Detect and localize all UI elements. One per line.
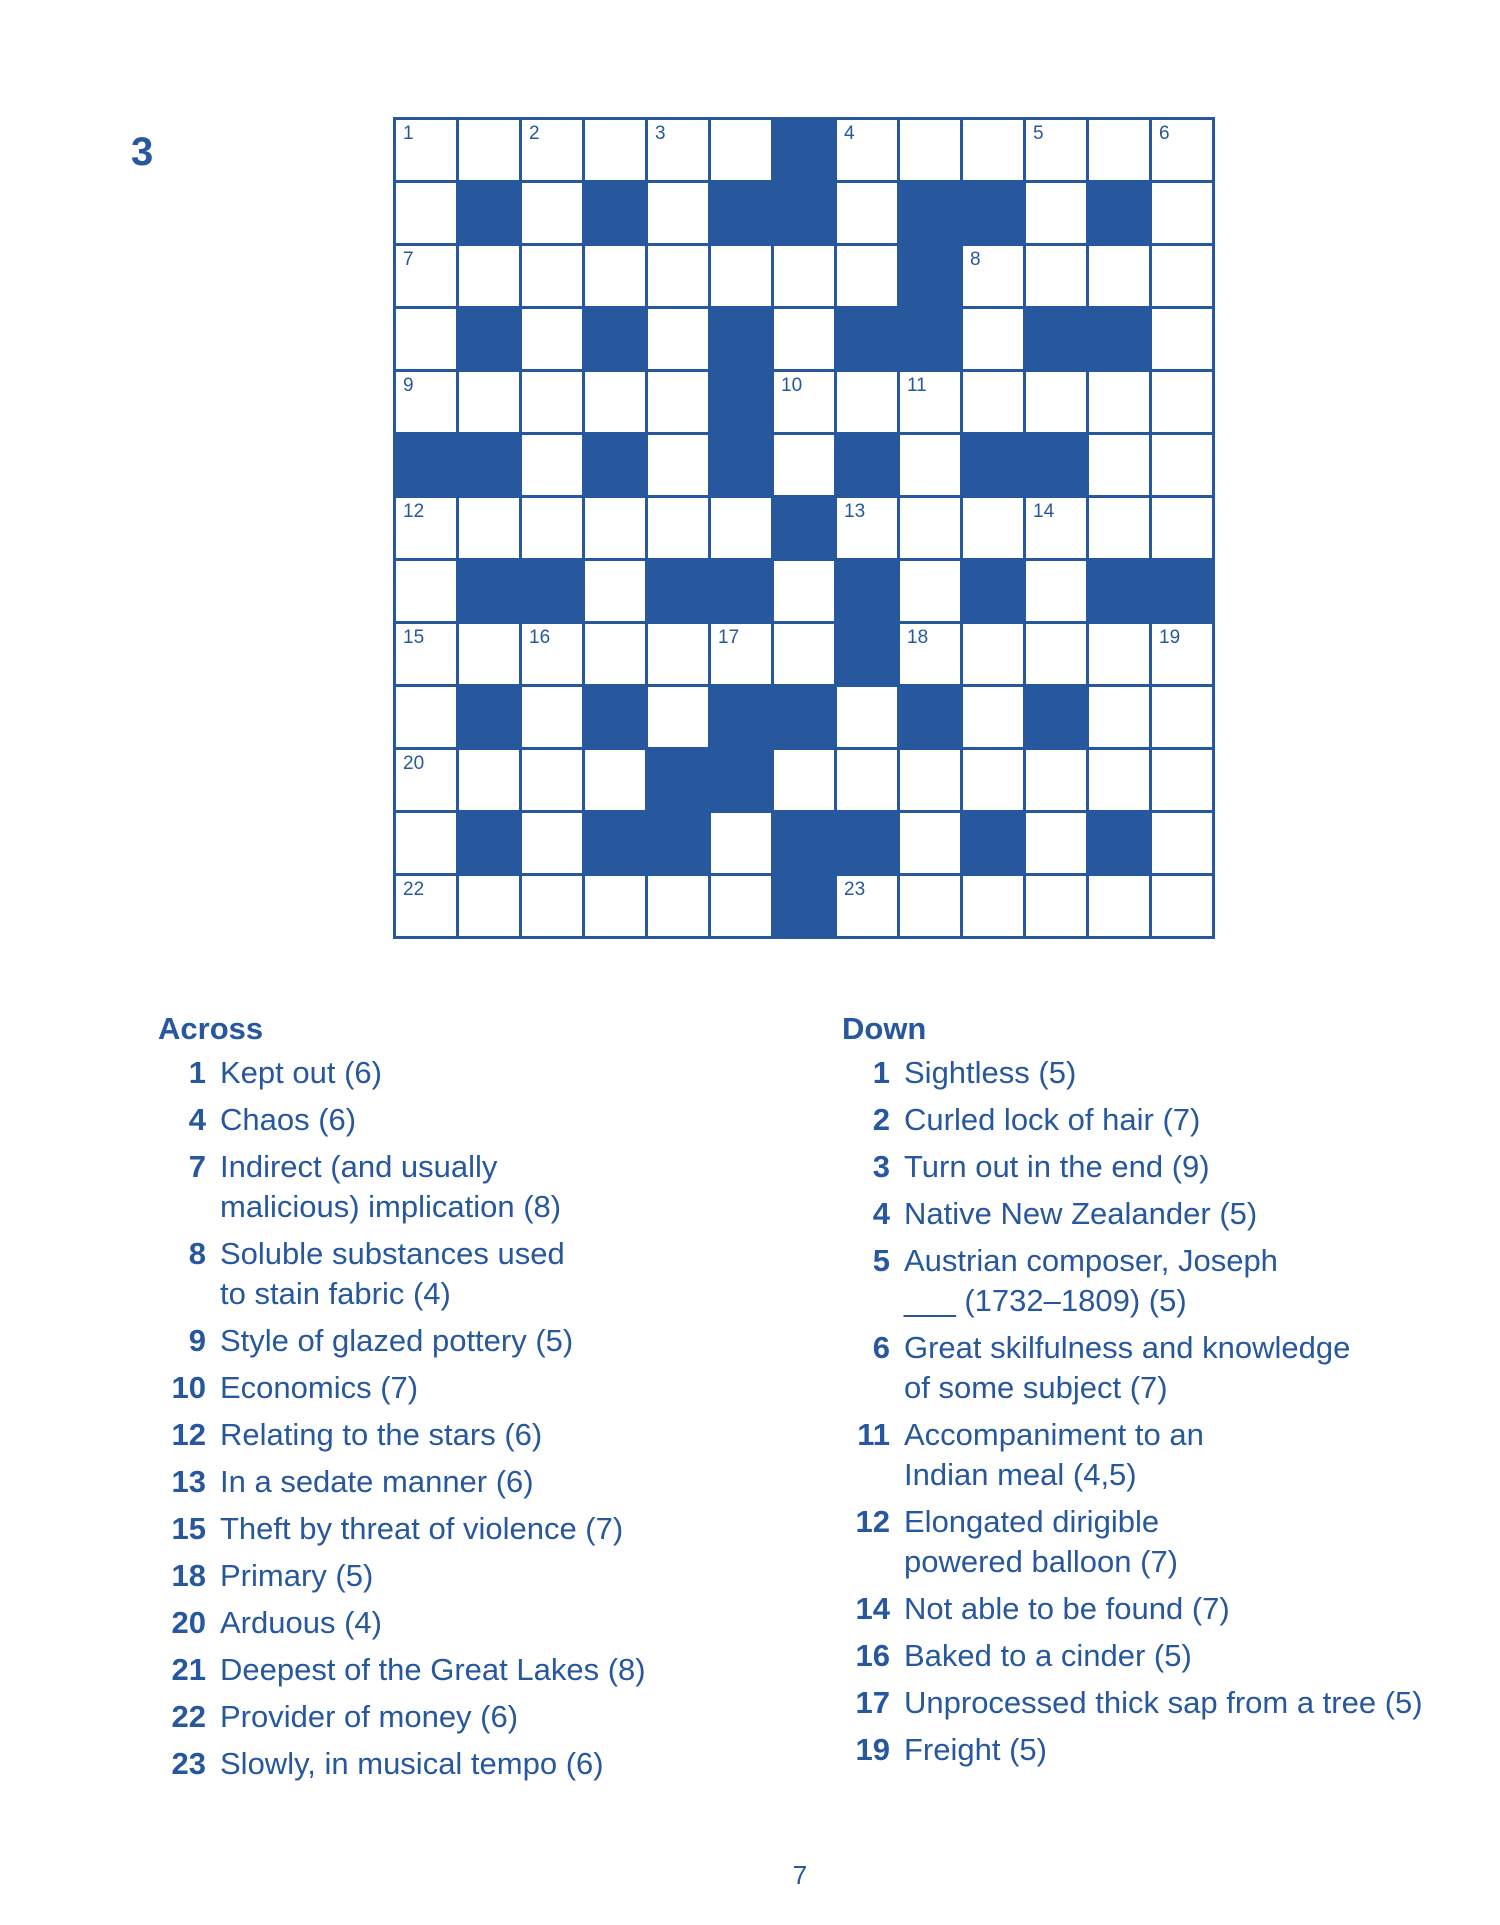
clue-text: Freight (5) [904, 1732, 1047, 1768]
grid-cell[interactable] [1026, 183, 1086, 243]
across-clue [158, 1744, 798, 1784]
clue-text: Sightless (5) [904, 1055, 1077, 1091]
grid-cell[interactable] [837, 183, 897, 243]
grid-cell[interactable] [774, 435, 834, 495]
black-cell [900, 687, 960, 747]
cell-number: 4 [844, 123, 855, 144]
black-cell [774, 687, 834, 747]
grid-cell[interactable] [1026, 876, 1086, 936]
grid-cell[interactable] [648, 876, 708, 936]
black-cell [774, 876, 834, 936]
grid-cell[interactable] [648, 687, 708, 747]
cell-number: 9 [403, 375, 414, 396]
clue-text: Curled lock of hair (7) [904, 1102, 1201, 1138]
black-cell [963, 435, 1023, 495]
clue-text: Theft by threat of violence (7) [220, 1511, 624, 1547]
grid-cell[interactable] [1089, 120, 1149, 180]
clue-text: Chaos (6) [220, 1102, 357, 1138]
black-cell [900, 183, 960, 243]
grid-cell[interactable] [459, 750, 519, 810]
across-clue [158, 1556, 798, 1596]
grid-cell[interactable] [900, 750, 960, 810]
across-clue-list [158, 1053, 798, 1784]
grid-cell[interactable] [648, 624, 708, 684]
puzzle-number: 3 [131, 130, 154, 174]
grid-cell[interactable] [774, 372, 834, 432]
grid-cell[interactable] [459, 372, 519, 432]
clue-number: 16 [855, 1638, 890, 1674]
grid-cell[interactable] [585, 624, 645, 684]
clue-text: Baked to a cinder (5) [904, 1638, 1192, 1674]
clue-text: Arduous (4) [220, 1605, 382, 1641]
grid-cell[interactable] [963, 624, 1023, 684]
grid-cell[interactable] [648, 120, 708, 180]
grid-cell[interactable] [396, 561, 456, 621]
black-cell [837, 813, 897, 873]
page-number: 7 [792, 1860, 808, 1890]
clue-number: 7 [188, 1149, 206, 1185]
black-cell [1089, 309, 1149, 369]
grid-cell[interactable] [1026, 372, 1086, 432]
clue-number: 21 [171, 1652, 206, 1688]
grid-cell[interactable] [837, 246, 897, 306]
black-cell [711, 183, 771, 243]
grid-cell[interactable] [711, 813, 771, 873]
cell-number: 8 [970, 249, 981, 270]
grid-cell[interactable] [396, 183, 456, 243]
grid-cell[interactable] [585, 876, 645, 936]
grid-cell[interactable] [1089, 372, 1149, 432]
cell-number: 15 [403, 627, 425, 648]
grid-cell[interactable] [1026, 498, 1086, 558]
grid-cell[interactable] [711, 120, 771, 180]
down-clue [842, 1147, 1482, 1187]
black-cell [900, 309, 960, 369]
clue-text: Great skilfulness and knowledge of some subject (7) [904, 1330, 1351, 1406]
grid-cell[interactable] [900, 435, 960, 495]
across-clue [158, 1509, 798, 1549]
black-cell [585, 813, 645, 873]
grid-cell[interactable] [963, 309, 1023, 369]
grid-cell[interactable] [1026, 561, 1086, 621]
clue-text: Provider of money (6) [220, 1699, 519, 1735]
down-clue [842, 1194, 1482, 1234]
clue-number: 10 [171, 1370, 206, 1406]
grid-cell[interactable] [585, 498, 645, 558]
clue-number: 12 [171, 1417, 206, 1453]
cell-number: 10 [781, 375, 803, 396]
clue-number: 18 [171, 1558, 206, 1594]
grid-cell[interactable] [1026, 813, 1086, 873]
grid-cell[interactable] [1152, 246, 1212, 306]
grid-cell[interactable] [837, 687, 897, 747]
grid-cell[interactable] [522, 876, 582, 936]
black-cell [963, 561, 1023, 621]
across-clue [158, 1234, 798, 1314]
black-cell [585, 435, 645, 495]
clue-number: 6 [872, 1330, 890, 1366]
clue-number: 22 [171, 1699, 206, 1735]
grid-cell[interactable] [396, 687, 456, 747]
black-cell [711, 435, 771, 495]
cell-number: 19 [1159, 627, 1181, 648]
grid-cell[interactable] [900, 498, 960, 558]
black-cell [585, 183, 645, 243]
clue-text: Soluble substances used to stain fabric (4) [220, 1236, 565, 1312]
clue-number: 5 [872, 1243, 890, 1279]
across-clue [158, 1462, 798, 1502]
clue-number: 3 [872, 1149, 890, 1185]
black-cell [648, 813, 708, 873]
clue-text: Austrian composer, Joseph ___ (1732–1809) (5) [904, 1243, 1278, 1319]
black-cell [774, 813, 834, 873]
black-cell [774, 498, 834, 558]
grid-cell[interactable] [1152, 876, 1212, 936]
clue-text: Turn out in the end (9) [904, 1149, 1210, 1185]
clue-number: 20 [171, 1605, 206, 1641]
black-cell [459, 813, 519, 873]
black-cell [837, 309, 897, 369]
cell-number: 17 [718, 627, 740, 648]
grid-cell[interactable] [1152, 372, 1212, 432]
grid-cell[interactable] [1026, 120, 1086, 180]
black-cell [774, 183, 834, 243]
black-cell [963, 813, 1023, 873]
black-cell [1026, 309, 1086, 369]
grid-cell[interactable] [522, 624, 582, 684]
down-clues [842, 1010, 1482, 1777]
grid-cell[interactable] [522, 750, 582, 810]
grid-cell[interactable] [711, 876, 771, 936]
grid-cell[interactable] [585, 372, 645, 432]
grid-cell[interactable] [522, 372, 582, 432]
grid-cell[interactable] [1152, 813, 1212, 873]
grid-cell[interactable] [522, 246, 582, 306]
grid-cell[interactable] [1089, 498, 1149, 558]
across-clues [158, 1010, 798, 1791]
grid-cell[interactable] [648, 435, 708, 495]
grid-cell[interactable] [1152, 309, 1212, 369]
clue-text: In a sedate manner (6) [220, 1464, 534, 1500]
grid-cell[interactable] [1089, 246, 1149, 306]
grid-cell[interactable] [1026, 624, 1086, 684]
across-clue [158, 1415, 798, 1455]
across-clue [158, 1697, 798, 1737]
clue-text: Elongated dirigible powered balloon (7) [904, 1504, 1179, 1580]
grid-cell[interactable] [837, 750, 897, 810]
cell-number: 12 [403, 501, 425, 522]
black-cell [711, 309, 771, 369]
grid-cell[interactable] [459, 120, 519, 180]
black-cell [1089, 183, 1149, 243]
grid-cell[interactable] [1152, 687, 1212, 747]
grid-cell[interactable] [963, 498, 1023, 558]
black-cell [837, 624, 897, 684]
grid-cell[interactable] [900, 561, 960, 621]
grid-cell[interactable] [522, 183, 582, 243]
grid-cell[interactable] [585, 246, 645, 306]
grid-cell[interactable] [522, 309, 582, 369]
grid-cell[interactable] [837, 498, 897, 558]
grid-cell[interactable] [900, 624, 960, 684]
cell-number: 6 [1159, 123, 1170, 144]
black-cell [1089, 561, 1149, 621]
down-clue [842, 1415, 1482, 1495]
black-cell [585, 687, 645, 747]
grid-cell[interactable] [396, 120, 456, 180]
black-cell [459, 561, 519, 621]
grid-cell[interactable] [648, 372, 708, 432]
black-cell [459, 435, 519, 495]
across-clue [158, 1321, 798, 1361]
across-clue [158, 1100, 798, 1140]
clue-number: 11 [857, 1417, 890, 1453]
grid-cell[interactable] [1152, 120, 1212, 180]
black-cell [774, 120, 834, 180]
grid-cell[interactable] [459, 246, 519, 306]
cell-number: 5 [1033, 123, 1044, 144]
down-clue [842, 1053, 1482, 1093]
black-cell [900, 246, 960, 306]
down-clue [842, 1730, 1482, 1770]
clue-number: 2 [872, 1102, 890, 1138]
grid-cell[interactable] [963, 372, 1023, 432]
cell-number: 14 [1033, 501, 1055, 522]
crossword-grid [393, 117, 1215, 939]
grid-cell[interactable] [900, 813, 960, 873]
grid-cell[interactable] [396, 309, 456, 369]
clue-number: 12 [855, 1504, 890, 1540]
grid-cell[interactable] [900, 876, 960, 936]
clue-text: Slowly, in musical tempo (6) [220, 1746, 604, 1782]
grid-cell[interactable] [900, 372, 960, 432]
grid-cell[interactable] [963, 687, 1023, 747]
down-clue [842, 1636, 1482, 1676]
clue-number: 1 [872, 1055, 890, 1091]
clue-number: 8 [188, 1236, 206, 1272]
black-cell [459, 309, 519, 369]
black-cell [1152, 561, 1212, 621]
black-cell [522, 561, 582, 621]
cell-number: 1 [403, 123, 414, 144]
grid-cell[interactable] [459, 498, 519, 558]
grid-cell[interactable] [522, 498, 582, 558]
clue-text: Not able to be found (7) [904, 1591, 1230, 1627]
grid-cell[interactable] [711, 246, 771, 306]
grid-cell[interactable] [1089, 750, 1149, 810]
clue-number: 17 [855, 1685, 890, 1721]
grid-cell[interactable] [522, 120, 582, 180]
grid-cell[interactable] [648, 309, 708, 369]
clue-number: 4 [872, 1196, 890, 1232]
down-clue [842, 1241, 1482, 1321]
cell-number: 16 [529, 627, 551, 648]
across-clue [158, 1368, 798, 1408]
black-cell [459, 687, 519, 747]
black-cell [711, 561, 771, 621]
black-cell [1026, 687, 1086, 747]
black-cell [396, 435, 456, 495]
across-clue [158, 1053, 798, 1093]
grid-cell[interactable] [900, 120, 960, 180]
clue-text: Accompaniment to an Indian meal (4,5) [904, 1417, 1204, 1493]
grid-cell[interactable] [711, 498, 771, 558]
grid-cell[interactable] [396, 372, 456, 432]
grid-cell[interactable] [1152, 435, 1212, 495]
clue-text: Kept out (6) [220, 1055, 382, 1091]
grid-cell[interactable] [1089, 435, 1149, 495]
grid-cell[interactable] [522, 687, 582, 747]
across-clue [158, 1603, 798, 1643]
grid-cell[interactable] [774, 246, 834, 306]
clue-number: 15 [171, 1511, 206, 1547]
black-cell [648, 750, 708, 810]
grid-cell[interactable] [522, 813, 582, 873]
grid-cell[interactable] [396, 813, 456, 873]
grid-cell[interactable] [396, 624, 456, 684]
black-cell [711, 750, 771, 810]
black-cell [1089, 813, 1149, 873]
clue-number: 23 [171, 1746, 206, 1782]
down-clue [842, 1589, 1482, 1629]
grid-cell[interactable] [396, 876, 456, 936]
clue-text: Native New Zealander (5) [904, 1196, 1258, 1232]
cell-number: 11 [907, 375, 927, 396]
clue-text: Economics (7) [220, 1370, 419, 1406]
grid-cell[interactable] [585, 561, 645, 621]
grid-cell[interactable] [963, 120, 1023, 180]
grid-cell[interactable] [459, 876, 519, 936]
down-clue [842, 1328, 1482, 1408]
grid-cell[interactable] [396, 498, 456, 558]
cell-number: 18 [907, 627, 929, 648]
grid-cell[interactable] [648, 246, 708, 306]
down-heading: Down [842, 1011, 927, 1046]
clue-number: 19 [855, 1732, 890, 1768]
grid-cell[interactable] [1152, 183, 1212, 243]
clue-number: 13 [171, 1464, 206, 1500]
grid-cell[interactable] [396, 246, 456, 306]
clue-text: Style of glazed pottery (5) [220, 1323, 574, 1359]
grid-cell[interactable] [1089, 876, 1149, 936]
clue-text: Relating to the stars (6) [220, 1417, 543, 1453]
grid-cell[interactable] [1152, 624, 1212, 684]
grid-cell[interactable] [1026, 750, 1086, 810]
clue-number: 14 [855, 1591, 890, 1627]
black-cell [1026, 435, 1086, 495]
black-cell [459, 183, 519, 243]
clue-text: Unprocessed thick sap from a tree (5) [904, 1685, 1423, 1721]
grid-cell[interactable] [774, 309, 834, 369]
grid-cell[interactable] [1089, 624, 1149, 684]
grid-cell[interactable] [963, 750, 1023, 810]
cell-number: 20 [403, 753, 425, 774]
clue-text: Indirect (and usually malicious) implication (8) [220, 1149, 562, 1225]
black-cell [837, 435, 897, 495]
clue-text: Primary (5) [220, 1558, 374, 1594]
grid-cell[interactable] [774, 624, 834, 684]
clue-number: 4 [188, 1102, 206, 1138]
black-cell [837, 561, 897, 621]
down-clue [842, 1100, 1482, 1140]
grid-cell[interactable] [648, 183, 708, 243]
clue-number: 9 [188, 1323, 206, 1359]
cell-number: 7 [403, 249, 414, 270]
grid-cell[interactable] [1026, 246, 1086, 306]
down-clue-list [842, 1053, 1482, 1770]
across-clue [158, 1650, 798, 1690]
clue-text: Deepest of the Great Lakes (8) [220, 1652, 646, 1688]
down-clue [842, 1502, 1482, 1582]
grid-cell[interactable] [774, 561, 834, 621]
across-clue [158, 1147, 798, 1227]
grid-cell[interactable] [711, 624, 771, 684]
cell-number: 3 [655, 123, 666, 144]
grid-cell[interactable] [585, 120, 645, 180]
down-clue [842, 1683, 1482, 1723]
grid-cell[interactable] [963, 246, 1023, 306]
across-heading: Across [158, 1011, 264, 1046]
grid-cell[interactable] [585, 750, 645, 810]
cell-number: 2 [529, 123, 540, 144]
grid-cell[interactable] [837, 876, 897, 936]
grid-cell[interactable] [963, 876, 1023, 936]
cell-number: 23 [844, 879, 866, 900]
grid-cell[interactable] [837, 120, 897, 180]
cell-number: 13 [844, 501, 866, 522]
grid-cell[interactable] [774, 750, 834, 810]
grid-cell[interactable] [1152, 750, 1212, 810]
grid-cell[interactable] [648, 498, 708, 558]
grid-cell[interactable] [1152, 498, 1212, 558]
black-cell [648, 561, 708, 621]
grid-cell[interactable] [396, 750, 456, 810]
grid-cell[interactable] [1089, 687, 1149, 747]
black-cell [711, 687, 771, 747]
black-cell [585, 309, 645, 369]
black-cell [963, 183, 1023, 243]
grid-cell[interactable] [837, 372, 897, 432]
cell-number: 22 [403, 879, 425, 900]
grid-cell[interactable] [522, 435, 582, 495]
clue-number: 1 [188, 1055, 206, 1091]
grid-cell[interactable] [459, 624, 519, 684]
black-cell [711, 372, 771, 432]
